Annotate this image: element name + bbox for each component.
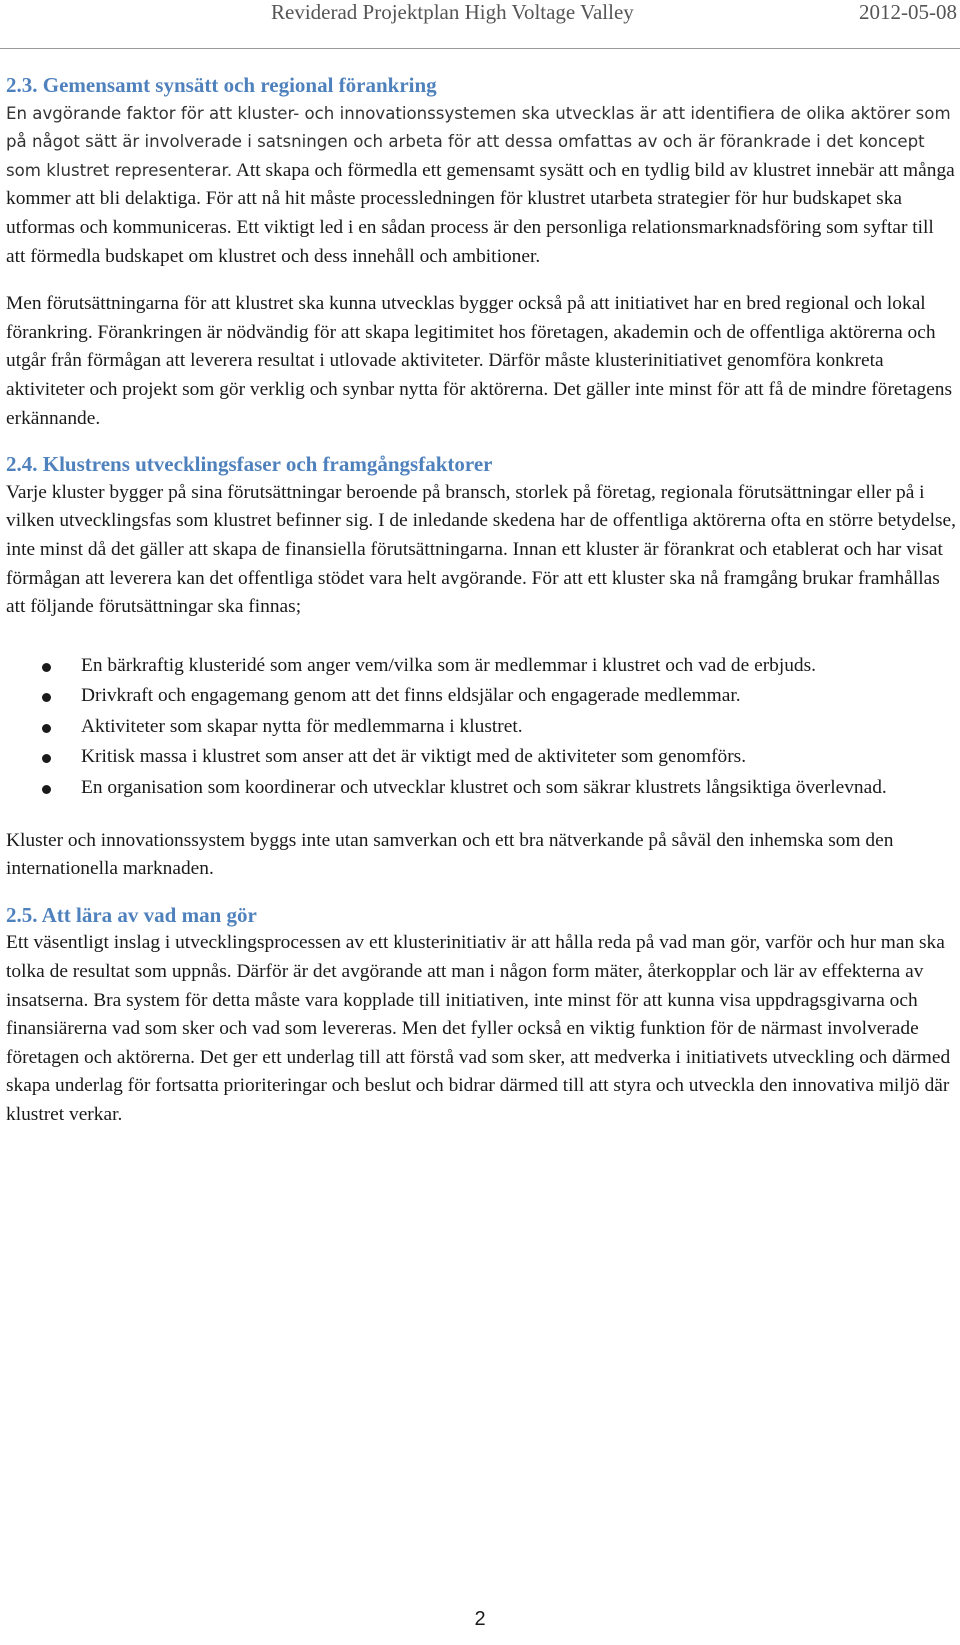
document-body [6,71,956,1130]
bullet-icon [42,693,51,702]
bullet-text: Kritisk massa i klustret som anser att det är viktigt med de aktiviteter som genomförs. [81,746,747,768]
bullet-text: En organisation som koordinerar och utvecklar klustret och som säkrar klustrets långsiktiga överlevnad. [81,777,887,799]
section-heading-2-3 [6,71,956,100]
bullet-icon [42,754,51,763]
paragraph-text: Att skapa och förmedla ett gemensamt sysätt och en tydlig bild av klustret innebär att många kommer att bli delaktiga. För att nå hit måste processledningen för klustret utarbeta strategier för hur budskapet ska utformas och kommuniceras. Ett viktigt led i en sådan process är den personliga relationsmarknadsföring som syftar till att förmedla budskapet om klustret och dess innehåll och ambitioner. [6,159,955,267]
bullet-text: Drivkraft och engagemang genom att det finns eldsjälar och engagerade medlemmar. [81,685,741,707]
paragraph [6,100,956,272]
bullet-icon [42,785,51,794]
document-title: Reviderad Projektplan High Voltage Valley [271,0,634,24]
bullet-item [6,774,956,803]
page-number: 2 [474,1608,486,1630]
bullet-icon [42,663,51,672]
bullet-item [6,743,956,772]
paragraph: Ett väsentligt inslag i utvecklingsprocessen av ett klusterinitiativ är att hålla reda på vad man gör, varför och hur man ska tolka de resultat som uppnås. Därför är det avgörande att man i någon form mäter, återkopplar och lär av effekterna av insatserna. Bra system för detta måste vara kopplade till initiativen, inte minst för att kunna visa uppdragsgivarna och finansiärerna vad som sker och vad som levereras. Men det fyller också en viktig funktion för de närmast involverade företagen och aktörerna. Det ger ett underlag till att förstå vad som sker, att medverka i initiativets utveckling och därmed skapa underlag för fortsatta prioriteringar och beslut och bidrar därmed till att styra och utveckla den innovativa miljö där klustret verkar. [6,932,951,1125]
section-number: 2.5. [6,902,38,927]
bullet-item [6,682,956,711]
paragraph: Kluster och innovationssystem byggs inte utan samverkan och ett bra nätverkande på såväl den inhemska som den internationella marknaden. [6,829,894,880]
section-number: 2.3. [6,73,38,97]
paragraph: Men förutsättningarna för att klustret ska kunna utvecklas bygger också på att initiativet har en bred regional och lokal förankring. Förankringen är nödvändig för att skapa legitimitet hos företagen, akademin och de offentliga aktörerna och utgår från förmågan att leverera resultat i utlovade aktiviteter. Därför måste klusterinitiativet genomföra konkreta aktiviteter och projekt som gör verklig och synbar nytta för aktörerna. Det gäller inte minst för att få de mindre företagens erkännande. [6,293,953,429]
document-date: 2012-05-08 [859,0,957,24]
bullet-item [6,652,956,681]
section-title: Att lära av vad man gör [41,902,257,927]
page-header [0,0,960,49]
paragraph: Varje kluster bygger på sina förutsättningar beroende på bransch, storlek på företag, regionala förutsättningar eller på i vilken utvecklingsfas som klustret befinner sig. I de inledande skedena har de offentliga aktörerna ofta en större betydelse, inte minst då det gäller att skapa de finansiella förutsättningarna. Innan ett kluster är förankrat och etablerat och har visat förmågan att leverera kan det offentliga stödet vara helt avgörande. För att ett kluster ska nå framgång brukar framhållas att följande förutsättningar ska finnas; [6,481,956,618]
section-title: Klustrens utvecklingsfaser och framgångsfaktorer [42,452,493,477]
bullet-text: En bärkraftig klusteridé som anger vem/vilka som är medlemmar i klustret och vad de erbjuds. [81,654,817,676]
paragraph-sans-text: En avgörande faktor för att kluster- och innovationssystemen ska utvecklas är att identifiera de olika aktörer som på något sätt är involverade i satsningen och arbeta för att dessa omfattas av och är förankrade i det koncept som klustret representerar. [6,103,951,180]
section-title: Gemensamt synsätt och regional förankring [42,73,437,97]
section-heading-2-4 [6,450,956,479]
bullet-item [6,713,956,742]
section-number: 2.4. [6,452,38,477]
bullet-text: Aktiviteter som skapar nytta för medlemmarna i klustret. [81,715,523,737]
bullet-list [6,652,956,803]
bullet-icon [42,724,51,733]
section-heading-2-5 [6,901,956,930]
